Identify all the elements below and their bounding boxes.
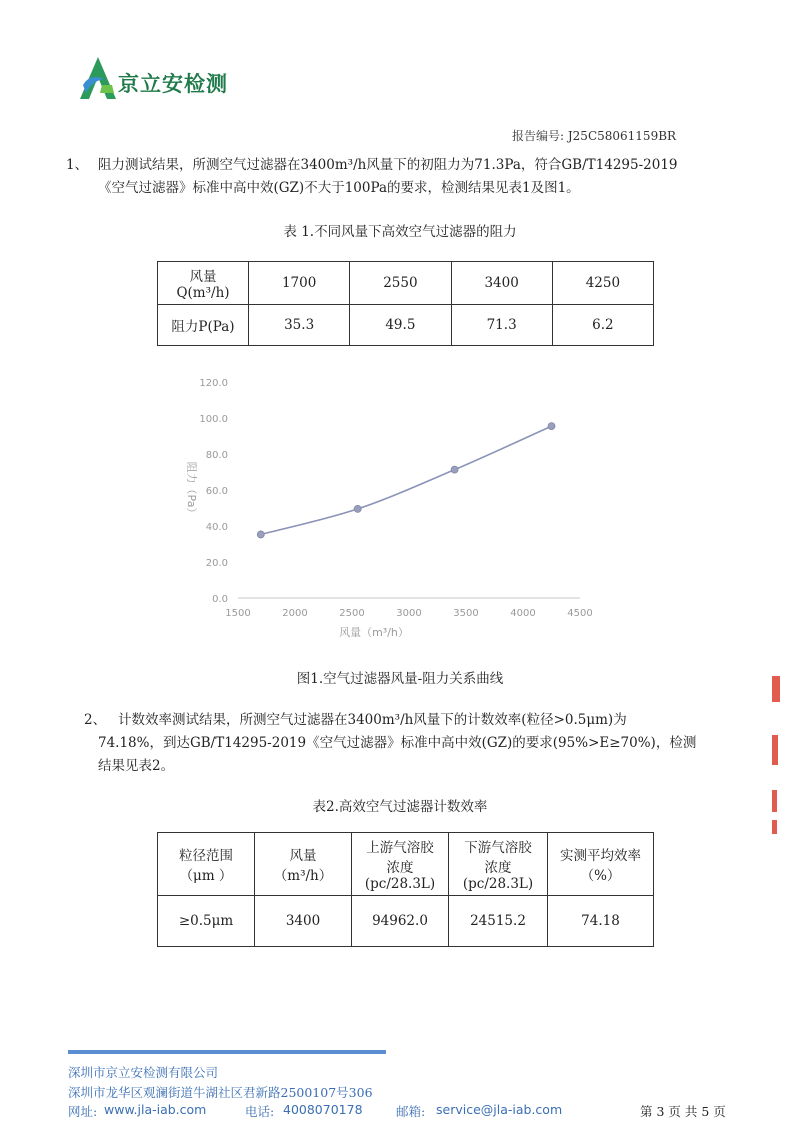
x-tick-label: 4500 [567,608,593,619]
footer-email[interactable]: service@jla-iab.com [436,1102,563,1117]
table2-cell: 3400 [255,896,352,947]
y-axis-label: 阻力（Pa） [185,461,198,519]
figure1-caption: 图1.空气过滤器风量-阻力关系曲线 [296,671,504,687]
table2-header-cell: 风量 （m³/h） [255,833,352,896]
seal-fragment-mark [772,790,777,812]
table2-cell: 94962.0 [352,896,449,947]
section2-line2: 74.18%，到达GB/T14295-2019《空气过滤器》标准中高中效(GZ)的要求(95%>E≥70%)，检测 [98,735,697,751]
table1-cell: 49.5 [350,305,451,346]
table1-header-label: 风量 Q(m³/h) [158,262,249,305]
table1-row-label: 阻力P(Pa) [158,305,249,346]
y-tick-label: 0.0 [212,594,228,605]
y-tick-label: 120.0 [199,378,228,389]
section1-line1: 阻力测试结果，所测空气过滤器在3400m³/h风量下的初阻力为71.3Pa，符合GB/T14295-2019 [98,157,678,173]
table2-header-cell: 下游气溶胶 浓度 (pc/28.3L) [449,833,548,896]
section2-line3: 结果见表2。 [98,758,175,774]
y-tick-label: 20.0 [205,558,228,569]
data-point [257,531,264,538]
section1-index: 1、 [66,157,89,173]
table2-cell: ≥0.5μm [158,896,255,947]
table2-cell: 24515.2 [449,896,548,947]
series-line [261,426,552,534]
footer-address: 深圳市龙华区观澜街道牛湖社区君新路2500107号306 [68,1085,373,1100]
table1-header-cell: 1700 [249,262,350,305]
table1-cell: 71.3 [451,305,552,346]
table2-cell: 74.18 [548,896,654,947]
x-tick-label: 4000 [510,608,536,619]
seal-fragment-mark [772,676,780,702]
table2-caption: 表2.高效空气过滤器计数效率 [312,799,488,815]
page-number: 第 3 页 共 5 页 [640,1104,726,1119]
table1-cell: 6.2 [552,305,653,346]
table1-cell: 35.3 [249,305,350,346]
data-point [451,466,458,473]
y-tick-label: 80.0 [205,450,228,461]
table2-header-cell: 实测平均效率 （%） [548,833,654,896]
table1-header-cell: 2550 [350,262,451,305]
table1-header-cell: 4250 [552,262,653,305]
seal-fragment-mark [772,820,777,834]
company-logo-icon [78,55,118,103]
footer-website[interactable]: www.jla-iab.com [104,1102,207,1117]
footer-phone: 4008070178 [283,1102,363,1117]
x-tick-label: 3500 [453,608,479,619]
seal-fragment-mark [772,735,778,765]
section1-line2: 《空气过滤器》标准中高中效(GZ)不大于100Pa的要求，检测结果见表1及图1。 [98,180,580,196]
table1-caption: 表 1.不同风量下高效空气过滤器的阻力 [283,224,517,240]
data-point [548,423,555,430]
section2-index: 2、 [84,712,107,728]
footer-company: 深圳市京立安检测有限公司 [68,1065,219,1080]
section2-line1: 计数效率测试结果，所测空气过滤器在3400m³/h风量下的计数效率(粒径>0.5μm)为 [118,712,627,728]
x-axis-label: 风量（m³/h） [339,626,409,639]
table2-header-cell: 粒径范围 （μm ） [158,833,255,896]
y-tick-label: 100.0 [199,414,228,425]
table1-header-cell: 3400 [451,262,552,305]
x-tick-label: 2000 [282,608,308,619]
y-tick-label: 40.0 [205,522,228,533]
data-point [354,505,361,512]
footer-phone-label: 电话: [245,1104,275,1119]
y-tick-label: 60.0 [205,486,228,497]
table2-header-cell: 上游气溶胶 浓度 (pc/28.3L) [352,833,449,896]
footer-email-label: 邮箱: [396,1104,426,1119]
table2 [157,832,654,947]
x-tick-label: 3000 [396,608,422,619]
footer-website-label: 网址: [68,1104,98,1119]
x-tick-label: 1500 [225,608,251,619]
footer-rule [68,1050,386,1054]
report-number: 报告编号: J25C58061159BR [512,129,677,143]
company-logo-text: 京立安检测 [118,72,228,96]
resistance-chart [160,372,640,642]
table1 [157,261,654,346]
x-tick-label: 2500 [339,608,365,619]
